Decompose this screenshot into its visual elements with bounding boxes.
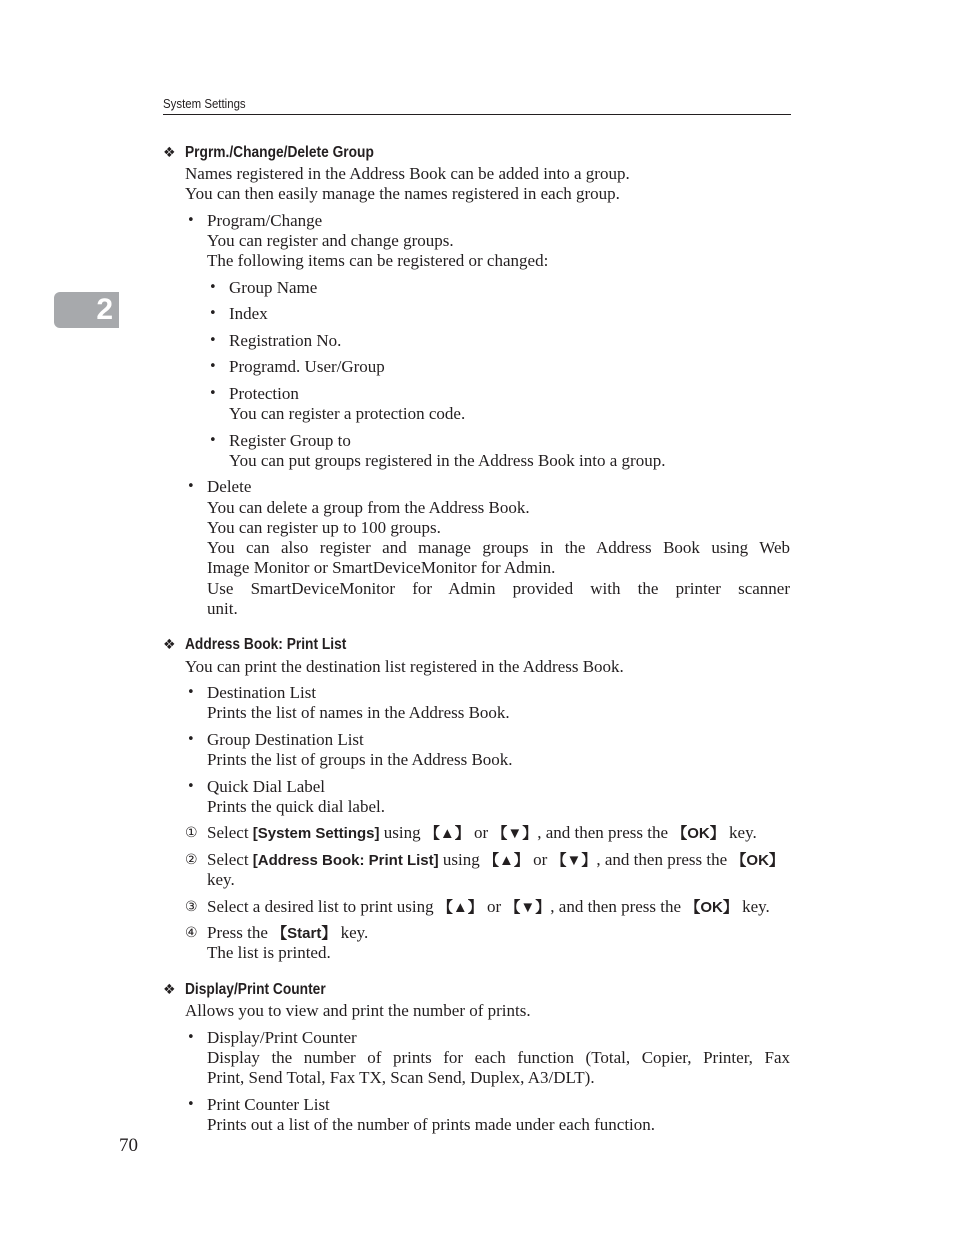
header-rule [163, 114, 791, 115]
list-item-text: Prints the list of groups in the Address Book. [207, 750, 513, 769]
list-item-text: Prints the quick dial label. [207, 797, 385, 816]
chapter-tab [54, 292, 119, 328]
list-item-title: Program/Change [207, 211, 323, 230]
page-number: 70 [119, 1135, 138, 1156]
paragraph: You can then easily manage the names registered in each group. [185, 184, 620, 203]
key-ok-ref: 【OK】 [672, 825, 725, 842]
key-down-ref: 【▼】 [492, 825, 538, 842]
bullet-icon: • [187, 779, 195, 794]
bullet-icon: • [187, 1097, 195, 1112]
running-header: System Settings [163, 96, 246, 111]
step-text: Press the 【Start】 key. [207, 923, 369, 942]
paragraph: You can print the destination list registered in the Address Book. [185, 657, 624, 676]
list-item-text: The following items can be registered or changed: [207, 251, 549, 270]
step-text: Select [Address Book: Print List] using 【▲】 or 【▼】, and then press the 【OK】 [207, 850, 784, 869]
list-item-title: Delete [207, 477, 252, 496]
key-up-ref: 【▲】 [424, 825, 470, 842]
step-text: key. [207, 870, 235, 889]
sub-list-item: Programd. User/Group [229, 357, 385, 376]
bullet-icon: • [209, 306, 217, 321]
key-start-ref: 【Start】 [272, 925, 337, 942]
sub-list-item: Index [229, 304, 268, 323]
list-item-text: unit. [207, 599, 238, 618]
sub-list-item: Registration No. [229, 331, 342, 350]
section-heading: Display/Print Counter [185, 981, 326, 998]
step-text: Select a desired list to print using 【▲】 or 【▼】, and then press the 【OK】 key. [207, 897, 770, 916]
menu-item-ref: [Address Book: Print List] [252, 852, 439, 869]
list-item-text: Image Monitor or SmartDeviceMonitor for Admin. [207, 558, 556, 577]
list-item-text: You can delete a group from the Address Book. [207, 498, 530, 517]
bullet-icon: • [209, 433, 217, 448]
list-item-text: You can also register and manage groups in the Address Book using Web [207, 538, 790, 557]
paragraph: Allows you to view and print the number of prints. [185, 1001, 531, 1020]
sub-list-item: Group Name [229, 278, 318, 297]
step-text: Select [System Settings] using 【▲】 or 【▼】, and then press the 【OK】 key. [207, 823, 757, 842]
key-up-ref: 【▲】 [484, 852, 529, 869]
key-down-ref: 【▼】 [551, 852, 597, 869]
bullet-icon: • [209, 386, 217, 401]
key-ok-ref: 【OK】 [685, 899, 738, 916]
diamond-icon: ❖ [163, 145, 176, 161]
key-ok-ref: 【OK】 [731, 852, 784, 869]
list-item-title: Display/Print Counter [207, 1028, 357, 1047]
section-heading: Prgrm./Change/Delete Group [185, 144, 374, 161]
list-item-title: Group Destination List [207, 730, 364, 749]
list-item-text: Display the number of prints for each function (Total, Copier, Printer, Fax [207, 1048, 790, 1067]
chapter-number: 2 [96, 293, 113, 326]
list-item-text: Use SmartDeviceMonitor for Admin provided with the printer scanner [207, 579, 790, 598]
bullet-icon: • [187, 213, 195, 228]
bullet-icon: • [187, 732, 195, 747]
step-result: The list is printed. [207, 943, 331, 962]
bullet-icon: • [209, 280, 217, 295]
sub-list-item-desc: You can register a protection code. [229, 404, 466, 423]
sub-list-item-desc: You can put groups registered in the Address Book into a group. [229, 451, 666, 470]
sub-list-item: Protection [229, 384, 299, 403]
sub-list-item: Register Group to [229, 431, 351, 450]
bullet-icon: • [209, 359, 217, 374]
list-item-title: Print Counter List [207, 1095, 330, 1114]
list-item-text: You can register up to 100 groups. [207, 518, 441, 537]
step-number: ② [185, 852, 198, 868]
key-up-ref: 【▲】 [437, 899, 483, 916]
step-number: ① [185, 825, 198, 841]
bullet-icon: • [187, 685, 195, 700]
list-item-title: Quick Dial Label [207, 777, 326, 796]
paragraph: Names registered in the Address Book can be added into a group. [185, 164, 630, 183]
bullet-icon: • [209, 333, 217, 348]
step-number: ③ [185, 899, 198, 915]
list-item-text: Prints out a list of the number of prints made under each function. [207, 1115, 656, 1134]
step-number: ④ [185, 925, 198, 941]
menu-item-ref: [System Settings] [252, 825, 380, 842]
section-heading: Address Book: Print List [185, 636, 347, 653]
list-item-text: Print, Send Total, Fax TX, Scan Send, Duplex, A3/DLT). [207, 1068, 595, 1087]
key-down-ref: 【▼】 [505, 899, 551, 916]
bullet-icon: • [187, 1030, 195, 1045]
list-item-text: You can register and change groups. [207, 231, 454, 250]
list-item-text: Prints the list of names in the Address Book. [207, 703, 510, 722]
diamond-icon: ❖ [163, 637, 176, 653]
diamond-icon: ❖ [163, 982, 176, 998]
bullet-icon: • [187, 479, 195, 494]
list-item-title: Destination List [207, 683, 317, 702]
